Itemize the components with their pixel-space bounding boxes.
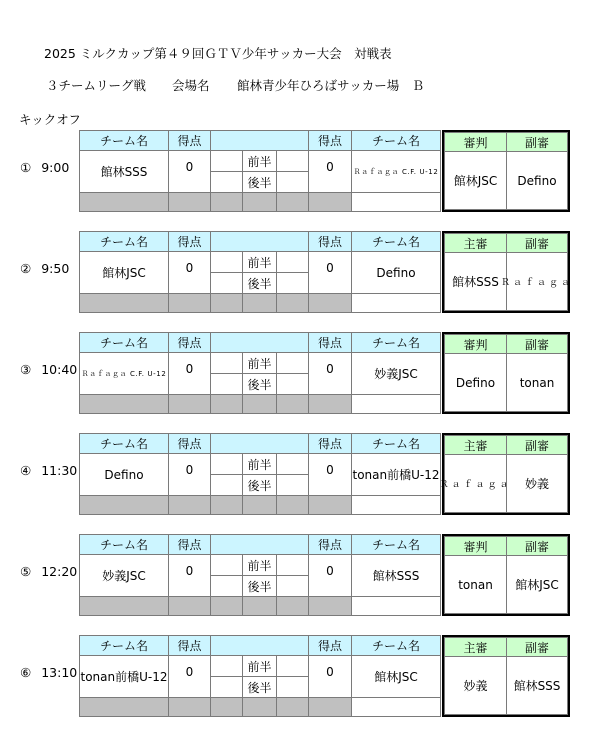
match-time	[20, 160, 69, 175]
second-half-home	[210, 373, 243, 395]
first-half-away	[276, 655, 309, 677]
half-blank	[242, 293, 277, 313]
away-score: 0	[308, 251, 352, 294]
assistant-referee-team: Ｒａｆａｇａ	[506, 252, 568, 311]
second-half-home	[210, 474, 243, 496]
second-half-home	[210, 171, 243, 193]
match-number: ④	[20, 463, 32, 478]
away-team-name: Defino	[351, 251, 441, 294]
score-table	[79, 332, 420, 414]
half-blank	[276, 293, 309, 313]
half-header	[210, 534, 309, 555]
home-score-header: 得点	[168, 231, 211, 252]
match-number: ①	[20, 160, 32, 175]
referee-team: tonan	[444, 555, 507, 614]
half-blank	[210, 495, 243, 515]
away-team-header: チーム名	[351, 130, 441, 151]
half-blank	[210, 596, 243, 616]
away-team-blank	[351, 697, 441, 717]
away-team-header: チーム名	[351, 635, 441, 656]
referee-team: 館林JSC	[444, 151, 507, 210]
match-block	[18, 332, 578, 414]
away-team-blank	[351, 192, 441, 212]
away-score-blank	[308, 394, 352, 414]
match-block	[18, 231, 578, 313]
home-score: 0	[168, 150, 211, 193]
match-number: ②	[20, 261, 32, 276]
home-score-blank	[168, 495, 211, 515]
score-table	[79, 635, 420, 717]
second-half-away	[276, 575, 309, 597]
second-half-label: 後半	[242, 373, 277, 395]
half-blank	[276, 192, 309, 212]
match-block	[18, 130, 578, 212]
first-half-away	[276, 150, 309, 172]
away-team-name: 館林SSS	[351, 554, 441, 597]
half-blank	[242, 596, 277, 616]
home-team-header: チーム名	[79, 635, 169, 656]
away-team-header: チーム名	[351, 332, 441, 353]
away-team-blank	[351, 495, 441, 515]
first-half-away	[276, 453, 309, 475]
assistant-referee-header: 副審	[506, 233, 568, 253]
half-blank	[210, 293, 243, 313]
home-team-name: 妙義JSC	[79, 554, 169, 597]
first-half-label: 前半	[242, 554, 277, 576]
away-team-header: チーム名	[351, 433, 441, 454]
referee-header: 主審	[444, 637, 507, 657]
first-half-home	[210, 251, 243, 273]
home-score: 0	[168, 453, 211, 496]
referee-header: 審判	[444, 334, 507, 354]
away-score: 0	[308, 352, 352, 395]
kickoff-time: 13:10	[41, 665, 78, 680]
first-half-away	[276, 554, 309, 576]
away-team-name: Ｒａｆａｇａ C.F. U-12	[351, 150, 441, 193]
home-team-header: チーム名	[79, 433, 169, 454]
assistant-referee-header: 副審	[506, 435, 568, 455]
home-score-header: 得点	[168, 433, 211, 454]
assistant-referee-header: 副審	[506, 637, 568, 657]
referee-team: Defino	[444, 353, 507, 412]
second-half-away	[276, 474, 309, 496]
first-half-label: 前半	[242, 150, 277, 172]
referee-header: 審判	[444, 132, 507, 152]
referee-team: Ｒａｆａｇａ	[444, 454, 507, 513]
match-block	[18, 534, 578, 616]
away-team-name: tonan前橋U-12	[351, 453, 441, 496]
referee-header: 審判	[444, 536, 507, 556]
match-time	[20, 362, 77, 377]
home-team-name: 館林SSS	[79, 150, 169, 193]
away-score: 0	[308, 150, 352, 193]
away-score-header: 得点	[308, 635, 352, 656]
referee-header: 主審	[444, 233, 507, 253]
assistant-referee-team: 館林JSC	[506, 555, 568, 614]
home-team-header: チーム名	[79, 130, 169, 151]
home-team-name: Defino	[79, 453, 169, 496]
away-score-blank	[308, 596, 352, 616]
referee-team: 館林SSS	[444, 252, 507, 311]
second-half-label: 後半	[242, 676, 277, 698]
half-blank	[276, 394, 309, 414]
assistant-referee-team: 館林SSS	[506, 656, 568, 715]
home-team-blank	[79, 394, 169, 414]
home-team-header: チーム名	[79, 534, 169, 555]
half-blank	[242, 192, 277, 212]
home-score: 0	[168, 352, 211, 395]
home-score-blank	[168, 394, 211, 414]
away-score-header: 得点	[308, 231, 352, 252]
match-time	[20, 261, 69, 276]
away-score-header: 得点	[308, 130, 352, 151]
home-score: 0	[168, 655, 211, 698]
referee-box	[442, 130, 570, 212]
second-half-home	[210, 676, 243, 698]
half-header	[210, 433, 309, 454]
away-score-blank	[308, 192, 352, 212]
second-half-away	[276, 171, 309, 193]
assistant-referee-team: tonan	[506, 353, 568, 412]
second-half-label: 後半	[242, 474, 277, 496]
away-team-name: 館林JSC	[351, 655, 441, 698]
referee-box	[442, 332, 570, 414]
first-half-home	[210, 655, 243, 677]
first-half-label: 前半	[242, 655, 277, 677]
home-score-header: 得点	[168, 130, 211, 151]
score-table	[79, 231, 420, 313]
away-score-header: 得点	[308, 433, 352, 454]
away-score: 0	[308, 554, 352, 597]
half-blank	[276, 697, 309, 717]
venue-name: 館林青少年ひろばサッカー場 Ｂ	[237, 78, 425, 93]
home-score-header: 得点	[168, 635, 211, 656]
referee-header: 主審	[444, 435, 507, 455]
home-score-blank	[168, 697, 211, 717]
away-score-blank	[308, 697, 352, 717]
score-table	[79, 433, 440, 515]
home-team-header: チーム名	[79, 332, 169, 353]
half-blank	[210, 192, 243, 212]
away-score-blank	[308, 293, 352, 313]
half-blank	[242, 697, 277, 717]
assistant-referee-header: 副審	[506, 334, 568, 354]
half-blank	[242, 394, 277, 414]
half-header	[210, 130, 309, 151]
kickoff-label: キックオフ	[19, 112, 81, 127]
score-table	[79, 534, 420, 616]
second-half-away	[276, 676, 309, 698]
kickoff-time: 9:00	[41, 160, 70, 175]
first-half-away	[276, 352, 309, 374]
second-half-away	[276, 373, 309, 395]
away-score-header: 得点	[308, 332, 352, 353]
first-half-home	[210, 453, 243, 475]
score-table	[79, 130, 439, 212]
match-number: ③	[20, 362, 32, 377]
assistant-referee-header: 副審	[506, 536, 568, 556]
home-score-blank	[168, 596, 211, 616]
referee-box	[442, 635, 570, 717]
away-score: 0	[308, 453, 352, 496]
home-score-header: 得点	[168, 534, 211, 555]
second-half-label: 後半	[242, 575, 277, 597]
first-half-away	[276, 251, 309, 273]
half-blank	[210, 697, 243, 717]
match-time	[20, 463, 77, 478]
second-half-label: 後半	[242, 171, 277, 193]
home-score-blank	[168, 192, 211, 212]
away-team-blank	[351, 596, 441, 616]
half-header	[210, 332, 309, 353]
match-time	[20, 665, 77, 680]
match-block	[18, 433, 578, 515]
away-team-blank	[351, 293, 441, 313]
second-half-away	[276, 272, 309, 294]
home-team-name: tonan前橋U-12	[79, 655, 169, 698]
kickoff-time: 11:30	[41, 463, 78, 478]
half-blank	[210, 394, 243, 414]
first-half-home	[210, 352, 243, 374]
match-time	[20, 564, 77, 579]
home-team-name: Ｒａｆａｇａ C.F. U-12	[79, 352, 169, 395]
away-team-header: チーム名	[351, 534, 441, 555]
away-team-blank	[351, 394, 441, 414]
first-half-label: 前半	[242, 453, 277, 475]
first-half-home	[210, 554, 243, 576]
home-team-blank	[79, 697, 169, 717]
half-header	[210, 231, 309, 252]
home-score: 0	[168, 554, 211, 597]
half-blank	[276, 596, 309, 616]
home-team-blank	[79, 596, 169, 616]
match-number: ⑥	[20, 665, 32, 680]
referee-box	[442, 534, 570, 616]
half-blank	[242, 495, 277, 515]
home-score-blank	[168, 293, 211, 313]
referee-box	[442, 231, 574, 313]
home-team-blank	[79, 495, 169, 515]
league-type: ３チームリーグ戦	[46, 78, 147, 93]
assistant-referee-team: 妙義	[506, 454, 568, 513]
half-header	[210, 635, 309, 656]
page-title: 2025 ミルクカップ第４９回ＧＴＶ少年サッカー大会 対戦表	[44, 46, 392, 61]
assistant-referee-team: Defino	[506, 151, 568, 210]
away-score-header: 得点	[308, 534, 352, 555]
half-blank	[276, 495, 309, 515]
away-score: 0	[308, 655, 352, 698]
kickoff-time: 12:20	[41, 564, 78, 579]
away-score-blank	[308, 495, 352, 515]
match-block	[18, 635, 578, 717]
venue-label: 会場名	[172, 78, 210, 93]
home-score-header: 得点	[168, 332, 211, 353]
home-team-blank	[79, 293, 169, 313]
away-team-name: 妙義JSC	[351, 352, 441, 395]
first-half-home	[210, 150, 243, 172]
kickoff-time: 9:50	[41, 261, 70, 276]
home-score: 0	[168, 251, 211, 294]
home-team-header: チーム名	[79, 231, 169, 252]
assistant-referee-header: 副審	[506, 132, 568, 152]
first-half-label: 前半	[242, 352, 277, 374]
match-number: ⑤	[20, 564, 32, 579]
referee-team: 妙義	[444, 656, 507, 715]
second-half-home	[210, 575, 243, 597]
kickoff-time: 10:40	[41, 362, 78, 377]
second-half-label: 後半	[242, 272, 277, 294]
home-team-blank	[79, 192, 169, 212]
first-half-label: 前半	[242, 251, 277, 273]
referee-box	[439, 433, 570, 515]
second-half-home	[210, 272, 243, 294]
home-team-name: 館林JSC	[79, 251, 169, 294]
away-team-header: チーム名	[351, 231, 441, 252]
